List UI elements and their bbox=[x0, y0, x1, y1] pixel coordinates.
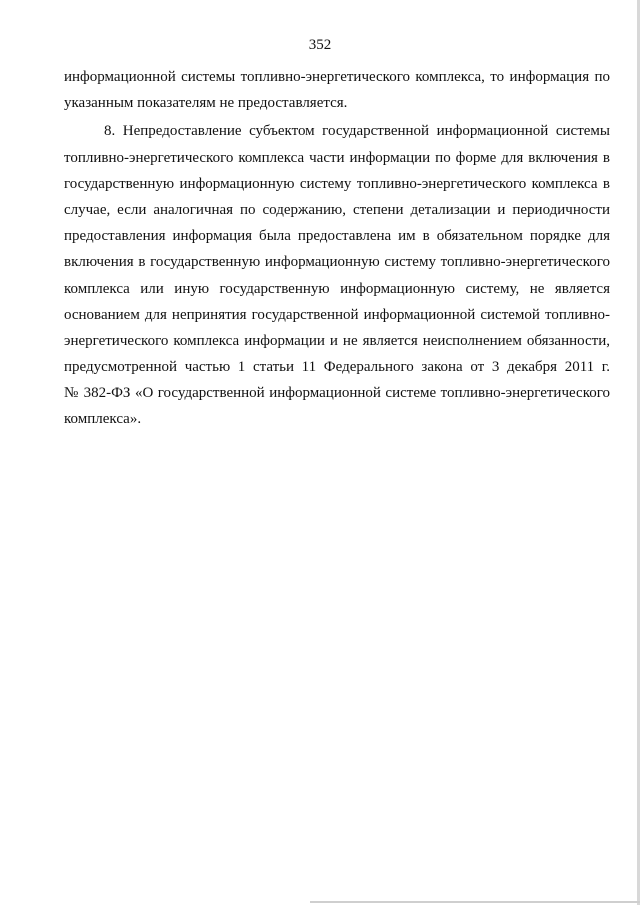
page-number: 352 bbox=[308, 37, 332, 53]
scan-edge-bottom bbox=[310, 901, 640, 903]
text-line: случае, если аналогичная по содержанию, степени детализации и периодичности bbox=[64, 201, 610, 218]
text-line: энергетического комплекса информации и не является неисполнением обязанности, bbox=[64, 332, 610, 349]
text-line: № 382-ФЗ «О государственной информационной системе топливно-энергетического bbox=[64, 385, 610, 402]
text-line: топливно-энергетического комплекса части информации по форме для включения в bbox=[64, 149, 610, 166]
text-line: предусмотренной частью 1 статьи 11 Федерального закона от 3 декабря 2011 г. bbox=[64, 359, 610, 376]
continuation-paragraph bbox=[64, 64, 610, 116]
document-body bbox=[64, 64, 610, 433]
text-line: государственную информационную систему топливно-энергетического комплекса в bbox=[64, 175, 610, 192]
text-line: предоставления информация была предоставлена им в обязательном порядке для bbox=[64, 228, 610, 245]
text-line: указанным показателям не предоставляется. bbox=[64, 95, 348, 112]
text-line: включения в государственную информационную систему топливно-энергетического bbox=[64, 254, 610, 271]
text-line: основанием для непринятия государственной информационной системой топливно- bbox=[64, 306, 610, 323]
text-line: информационной системы топливно-энергетического комплекса, то информация по bbox=[64, 69, 610, 85]
text-line: комплекса или иную государственную информационную систему, не является bbox=[64, 280, 610, 297]
paragraph-8 bbox=[64, 118, 610, 432]
text-line: комплекса». bbox=[64, 411, 142, 428]
text-line: 8. Непредоставление субъектом государственной информационной системы bbox=[104, 123, 610, 140]
